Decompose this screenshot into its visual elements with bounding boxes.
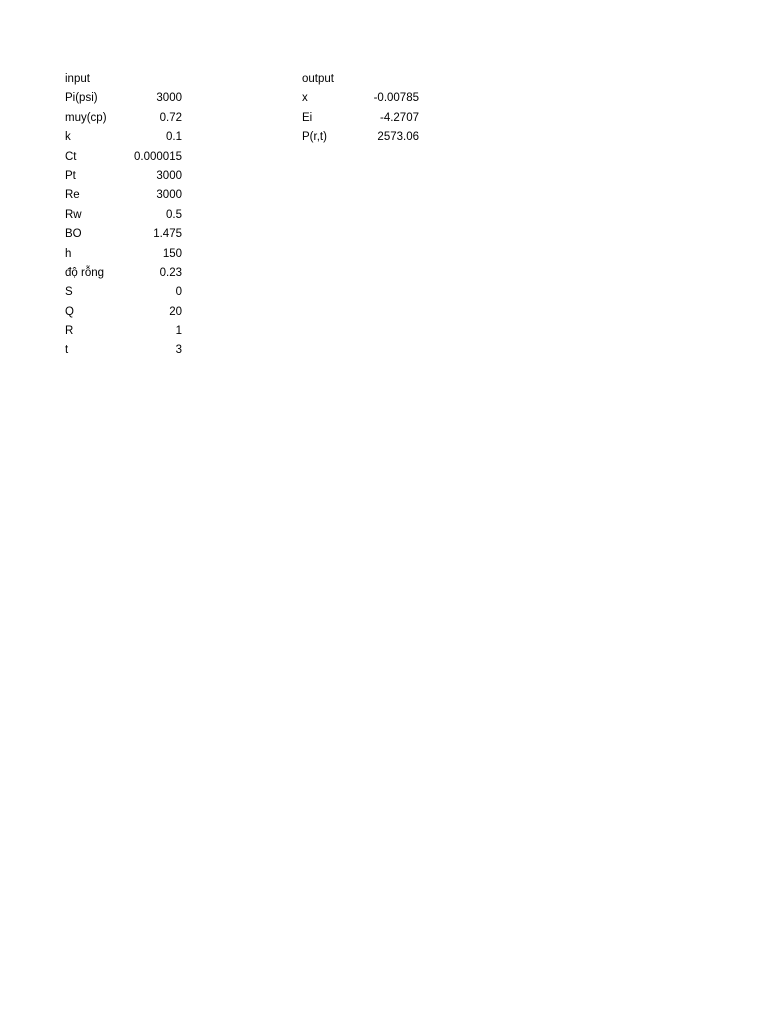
cell-value: 150: [162, 247, 182, 260]
input-row-bo: [65, 225, 182, 244]
cell-value: 3000: [156, 189, 182, 202]
cell-value: 2573.06: [377, 131, 419, 144]
cell-label: muy(cp): [65, 111, 107, 124]
cell-label: R: [65, 325, 74, 338]
input-row-porosity: [65, 264, 182, 283]
cell-value: 0.5: [166, 208, 182, 221]
cell-label: Pi(psi): [65, 92, 98, 105]
input-row-r: [65, 322, 182, 341]
cell-value: 20: [169, 305, 182, 318]
cell-label: Rw: [65, 208, 82, 221]
output-header: output: [302, 73, 334, 85]
cell-value: 3: [175, 344, 182, 357]
cell-label: Ct: [65, 150, 77, 163]
cell-value: 0.1: [166, 131, 182, 144]
cell-value: 0.72: [159, 111, 182, 124]
cell-label: S: [65, 286, 73, 299]
output-row-x: [302, 89, 419, 108]
input-row-muy: [65, 109, 182, 128]
input-row-q: [65, 303, 182, 322]
input-row-rw: [65, 206, 182, 225]
input-table: [65, 70, 182, 361]
input-row-pt: [65, 167, 182, 186]
cell-label: BO: [65, 228, 82, 241]
cell-label: x: [302, 92, 308, 105]
cell-label: t: [65, 344, 69, 357]
output-row-prt: [302, 128, 419, 147]
cell-label: P(r,t): [302, 131, 327, 144]
cell-label: k: [65, 131, 71, 144]
cell-value: -4.2707: [379, 111, 419, 124]
cell-label: độ rỗng: [65, 266, 105, 279]
cell-value: 0.000015: [134, 150, 182, 163]
input-row-s: [65, 283, 182, 302]
input-row-k: [65, 128, 182, 147]
cell-label: h: [65, 247, 72, 260]
input-row-ct: [65, 148, 182, 167]
output-table: [302, 70, 419, 148]
cell-label: Ei: [302, 111, 313, 124]
cell-value: 0.23: [159, 266, 182, 279]
cell-label: Pt: [65, 169, 76, 182]
cell-label: Q: [65, 305, 74, 318]
input-header: input: [65, 73, 90, 85]
cell-value: 0: [175, 286, 182, 299]
output-row-ei: [302, 109, 419, 128]
cell-value: 1.475: [153, 228, 182, 241]
input-row-re: [65, 186, 182, 205]
input-row-h: [65, 245, 182, 264]
cell-value: 3000: [156, 92, 182, 105]
cell-value: 3000: [156, 169, 182, 182]
input-row-pi: [65, 89, 182, 108]
cell-label: Re: [65, 189, 80, 202]
cell-value: -0.00785: [373, 92, 419, 105]
input-row-t: [65, 341, 182, 360]
cell-value: 1: [175, 325, 182, 338]
